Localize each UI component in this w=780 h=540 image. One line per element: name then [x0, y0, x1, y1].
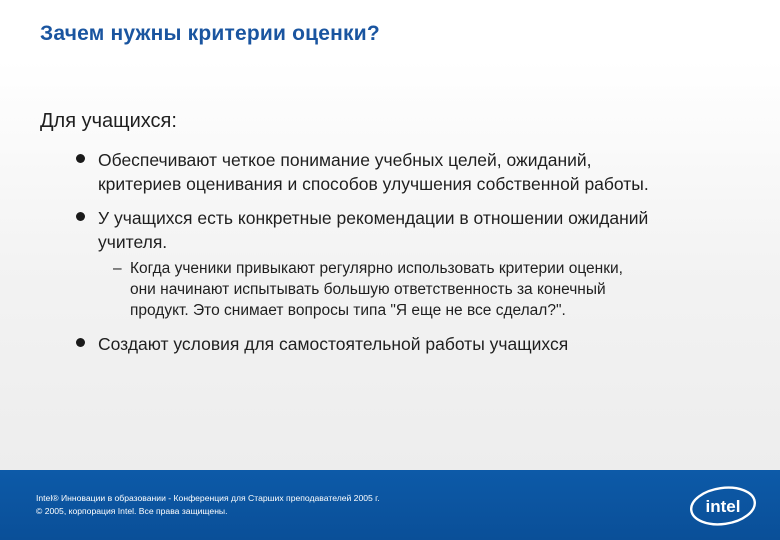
sub-bullet-line: продукт. Это снимает вопросы типа "Я еще не все сделал?". [130, 302, 566, 319]
bullet-dot-icon [76, 154, 85, 163]
slide-title: Зачем нужны критерии оценки? [40, 22, 380, 45]
bullet-line: У учащихся есть конкретные рекомендации в отношении ожиданий [98, 208, 649, 228]
slide-subtitle: Для учащихся: [40, 110, 177, 132]
bullet-text [98, 332, 758, 356]
bullet-text [98, 206, 758, 254]
footer-conference-text: Intel® Инновации в образовании - Конференция для Старших преподавателей 2005 г. [36, 493, 380, 503]
footer-bar [0, 470, 780, 540]
footer-copyright-text: © 2005, корпорация Intel. Все права защищены. [36, 506, 228, 516]
sub-bullet-text [130, 258, 730, 321]
sub-bullet-line: они начинают испытывать большую ответственность за конечный [130, 281, 606, 298]
sub-bullet-line: Когда ученики привыкают регулярно использовать критерии оценки, [130, 260, 623, 277]
bullet-text [98, 148, 758, 196]
bullet-line: Обеспечивают четкое понимание учебных целей, ожиданий, [98, 150, 592, 170]
bullet-dot-icon [76, 212, 85, 221]
bullet-line: Создают условия для самостоятельной работы учащихся [98, 334, 569, 354]
intel-logo-icon [688, 484, 758, 528]
bullet-line: критериев оценивания и способов улучшения собственной работы. [98, 174, 649, 194]
bullet-dot-icon [76, 338, 85, 347]
intel-logo-text: intel [705, 497, 741, 516]
bullet-line: учителя. [98, 232, 168, 252]
dash-icon: – [113, 260, 122, 277]
